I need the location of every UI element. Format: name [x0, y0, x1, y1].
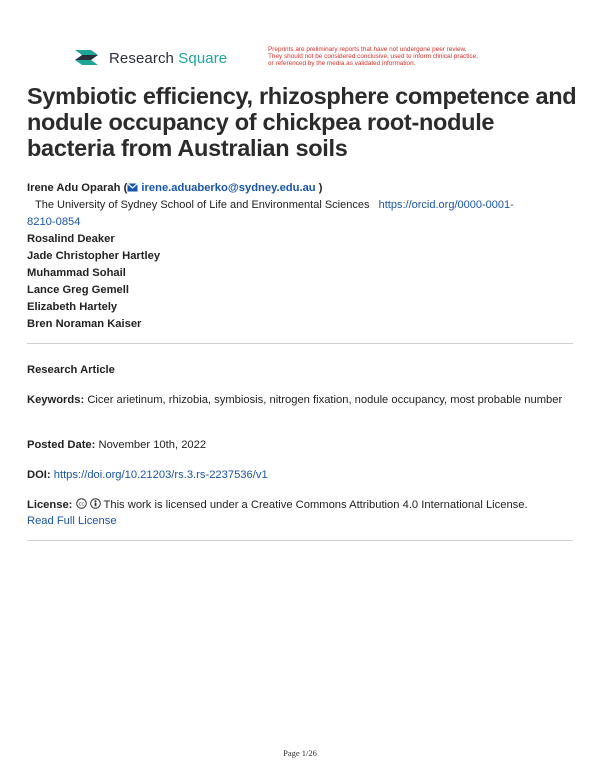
author-affiliation — [27, 197, 577, 214]
keywords — [27, 392, 573, 408]
cc-icon — [76, 498, 87, 509]
orcid-link[interactable]: https://orcid.org/0000-0001- — [378, 199, 514, 211]
preprint-notice-line: or referenced by the media as validated information. — [268, 60, 416, 67]
keywords-value: Cicer arietinum, rhizobia, symbiosis, nitrogen fixation, nodule occupancy, most probable number — [87, 394, 563, 406]
research-square-logo-icon — [72, 46, 102, 70]
divider — [27, 343, 573, 344]
article-type: Research Article — [27, 364, 115, 376]
brand-name: Research Square — [109, 49, 228, 67]
keywords-label: Keywords: — [27, 394, 85, 406]
preprint-notice-line: Preprints are preliminary reports that have not undergone peer review. — [268, 46, 467, 53]
preprint-notice-line: They should not be considered conclusive, used to inform clinical practice, — [268, 53, 478, 60]
read-full-license-link[interactable]: Read Full License — [27, 515, 117, 527]
orcid-link-part2[interactable]: 8210-0854 — [27, 216, 81, 228]
license — [27, 497, 573, 529]
preprint-notice — [268, 46, 558, 67]
divider — [27, 540, 573, 541]
posted-date-label: Posted Date: — [27, 439, 96, 451]
orcid-link-continued[interactable] — [27, 214, 577, 231]
page-number: Page 1/26 — [283, 748, 317, 758]
author-name: Muhammad Sohail — [27, 267, 126, 279]
research-square-logo[interactable] — [72, 46, 227, 70]
by-icon — [90, 498, 101, 509]
doi — [27, 467, 573, 483]
license-text: This work is licensed under a Creative Commons Attribution 4.0 International License. — [103, 499, 528, 511]
first-author: Irene Adu Oparah ( irene.aduaberko@sydney.edu.au ) — [27, 182, 323, 194]
author-name: Bren Noraman Kaiser — [27, 318, 142, 330]
author-name: Elizabeth Hartely — [27, 301, 118, 313]
author-email-link[interactable]: irene.aduaberko@sydney.edu.au — [141, 182, 316, 194]
author-name: Rosalind Deaker — [27, 233, 115, 245]
author-block — [27, 180, 577, 333]
affiliation-text: The University of Sydney School of Life and Environmental Sciences — [35, 199, 370, 211]
doi-link[interactable]: https://doi.org/10.21203/rs.3.rs-2237536/v1 — [53, 469, 268, 481]
posted-date-value: November 10th, 2022 — [98, 439, 207, 451]
mail-icon — [127, 183, 138, 192]
svg-text:cc: cc — [78, 501, 84, 508]
paper-title: Symbiotic efficiency, rhizosphere competence and nodule occupancy of chickpea root-nodule bacteria from Australian soils — [27, 83, 577, 161]
posted-date — [27, 437, 573, 453]
author-name: Lance Greg Gemell — [27, 284, 129, 296]
author-name: Jade Christopher Hartley — [27, 250, 161, 262]
doi-label: DOI: — [27, 469, 51, 481]
license-label: License: — [27, 499, 73, 511]
first-author-name: Irene Adu Oparah — [27, 182, 121, 194]
